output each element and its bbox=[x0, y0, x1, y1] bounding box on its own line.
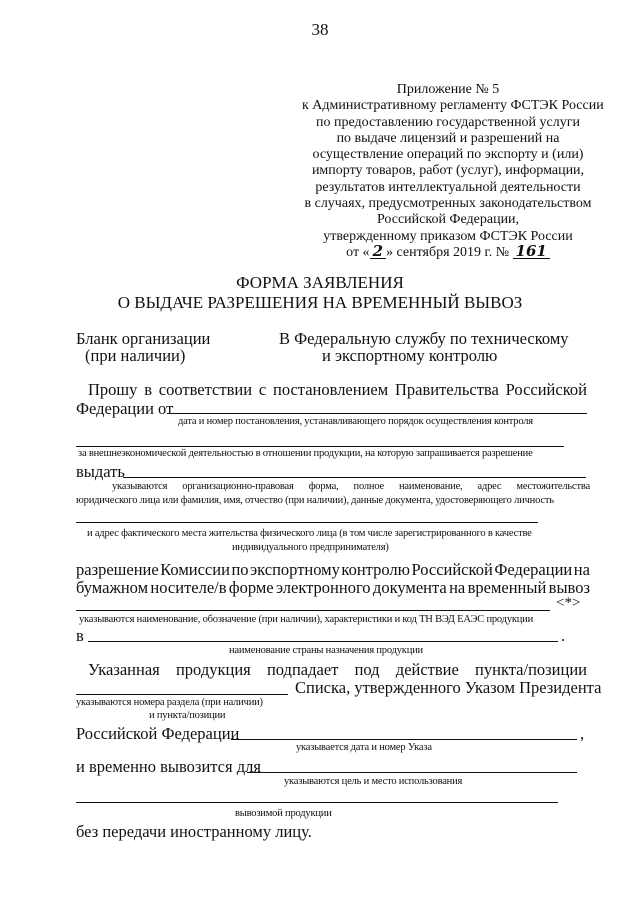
control-field-line bbox=[76, 446, 564, 447]
word: бумажном bbox=[76, 578, 149, 597]
permit-line bbox=[76, 560, 590, 580]
appendix-line: осуществление операций по экспорту и (или) bbox=[312, 147, 584, 163]
temp-export-label: и временно вывозится для bbox=[76, 757, 261, 776]
word: электронного bbox=[275, 578, 371, 597]
caption-exported: вывозимой продукции bbox=[235, 808, 332, 819]
appendix-line: Российской Федерации, bbox=[376, 212, 520, 228]
appendix-block bbox=[302, 82, 604, 261]
word: под bbox=[354, 660, 380, 679]
word: с bbox=[258, 380, 267, 399]
word: Указанная bbox=[88, 660, 160, 679]
word: Правительства bbox=[394, 380, 499, 399]
footnote-marker: <*> bbox=[556, 595, 581, 611]
caption-address-line1: и адрес фактического места жительства физического лица (в том числе зарегистрированного в качестве bbox=[87, 528, 532, 539]
appendix-date-line bbox=[302, 241, 594, 261]
appendix-line: в случаях, предусмотренных законодательством bbox=[304, 196, 592, 212]
word: пункта/позиции bbox=[475, 660, 587, 679]
word: на bbox=[573, 560, 590, 579]
word: продукция bbox=[175, 660, 251, 679]
medium-line bbox=[76, 578, 590, 598]
russian-federation-label: Российской Федерации bbox=[76, 724, 240, 743]
addressee-line1: В Федеральную службу по техническому bbox=[279, 329, 569, 348]
word: по bbox=[231, 560, 249, 579]
issue-label: выдать bbox=[76, 462, 125, 481]
handwritten-day: 2 bbox=[370, 245, 386, 259]
word: вывоз bbox=[548, 578, 590, 597]
appendix-line: результатов интеллектуальной деятельности bbox=[315, 179, 581, 195]
to-label: в bbox=[76, 626, 84, 645]
form-title-line2: О ВЫДАЧЕ РАЗРЕШЕНИЯ НА ВРЕМЕННЫЙ ВЫВОЗ bbox=[117, 293, 523, 312]
caption-product: указываются наименование, обозначение (при наличии), характеристики и код ТН ВЭД ЕАЭС продукции bbox=[79, 614, 534, 625]
caption-applicant-line2: юридического лица или фамилия, имя, отчество (при наличии), данные документа, удостоверяющего личность bbox=[76, 495, 554, 506]
word: местожительства bbox=[516, 481, 590, 492]
decree-date-line bbox=[231, 739, 577, 740]
word: действие bbox=[395, 660, 459, 679]
appendix-line: по предоставлению государственной услуги bbox=[316, 114, 580, 130]
word: носителе/в bbox=[150, 578, 227, 597]
word: организационно-правовая bbox=[182, 481, 294, 492]
word: Комиссии bbox=[160, 560, 230, 579]
applicant-field-line bbox=[123, 477, 586, 478]
word: Российской bbox=[505, 380, 587, 399]
word: экспортному bbox=[250, 560, 340, 579]
word: наименование, bbox=[399, 481, 463, 492]
word: разрешение bbox=[76, 560, 159, 579]
purpose-field-line bbox=[247, 772, 577, 773]
decree-date-field-line bbox=[167, 413, 587, 414]
word: Российской bbox=[411, 560, 493, 579]
word: форма, bbox=[308, 481, 339, 492]
caption-applicant-line1 bbox=[112, 481, 590, 492]
word: форме bbox=[228, 578, 274, 597]
page-number: 38 bbox=[311, 20, 329, 39]
address-field-line bbox=[76, 522, 538, 523]
list-text: Списка, утвержденного Указом Президента bbox=[295, 678, 602, 697]
word: постановлением bbox=[272, 380, 389, 399]
caption-section-line1: указываются номера раздела (при наличии) bbox=[76, 697, 263, 708]
caption-decree: дата и номер постановления, устанавливающего порядок осуществления контроля bbox=[178, 416, 533, 427]
comma: , bbox=[580, 724, 585, 743]
word: документа bbox=[372, 578, 447, 597]
product-field-line bbox=[76, 610, 550, 611]
appendix-line: импорту товаров, работ (услуг), информации, bbox=[311, 163, 585, 179]
caption-decree-date: указывается дата и номер Указа bbox=[296, 742, 432, 753]
period: . bbox=[561, 626, 566, 645]
date-month-year: » сентября 2019 г. № bbox=[386, 244, 510, 260]
word: контролю bbox=[341, 560, 410, 579]
word: временный bbox=[467, 578, 547, 597]
section-field-line bbox=[76, 694, 288, 695]
appendix-line: утвержденному приказом ФСТЭК России bbox=[323, 228, 573, 244]
appendix-line: по выдаче лицензий и разрешений на bbox=[336, 130, 560, 146]
date-prefix: от « bbox=[346, 244, 370, 260]
caption-section-line2: и пункта/позиции bbox=[149, 710, 226, 721]
caption-purpose: указываются цель и место использования bbox=[284, 776, 463, 787]
word: на bbox=[449, 578, 466, 597]
word: адрес bbox=[477, 481, 502, 492]
letterhead-label: Бланк организации bbox=[76, 329, 211, 348]
form-title-line1: ФОРМА ЗАЯВЛЕНИЯ bbox=[236, 273, 404, 292]
word: полное bbox=[353, 481, 384, 492]
word: соответствии bbox=[158, 380, 253, 399]
form-title bbox=[0, 273, 640, 313]
purpose-field-line2 bbox=[76, 802, 558, 803]
word: Федерации bbox=[494, 560, 573, 579]
addressee-line2: и экспортному контролю bbox=[322, 346, 498, 365]
appendix-line: к Административному регламенту ФСТЭК России bbox=[302, 98, 604, 114]
word: в bbox=[144, 380, 152, 399]
request-line bbox=[88, 380, 587, 400]
appendix-line: Приложение № 5 bbox=[396, 82, 500, 97]
caption-control: за внешнеэкономической деятельностью в отношении продукции, на которую запрашивается разрешение bbox=[78, 448, 533, 459]
federation-from-label: Федерации от bbox=[76, 399, 174, 418]
caption-country: наименование страны назначения продукции bbox=[229, 645, 423, 656]
letterhead-note: (при наличии) bbox=[85, 346, 186, 365]
word: Прошу bbox=[88, 380, 138, 399]
caption-address-line2: индивидуального предпринимателя) bbox=[232, 542, 389, 553]
no-transfer-text: без передачи иностранному лицу. bbox=[76, 822, 312, 841]
handwritten-order-number: 161 bbox=[513, 245, 550, 259]
word: подпадает bbox=[266, 660, 339, 679]
country-field-line bbox=[88, 641, 558, 642]
word: указываются bbox=[112, 481, 168, 492]
falls-under-line bbox=[88, 660, 587, 680]
